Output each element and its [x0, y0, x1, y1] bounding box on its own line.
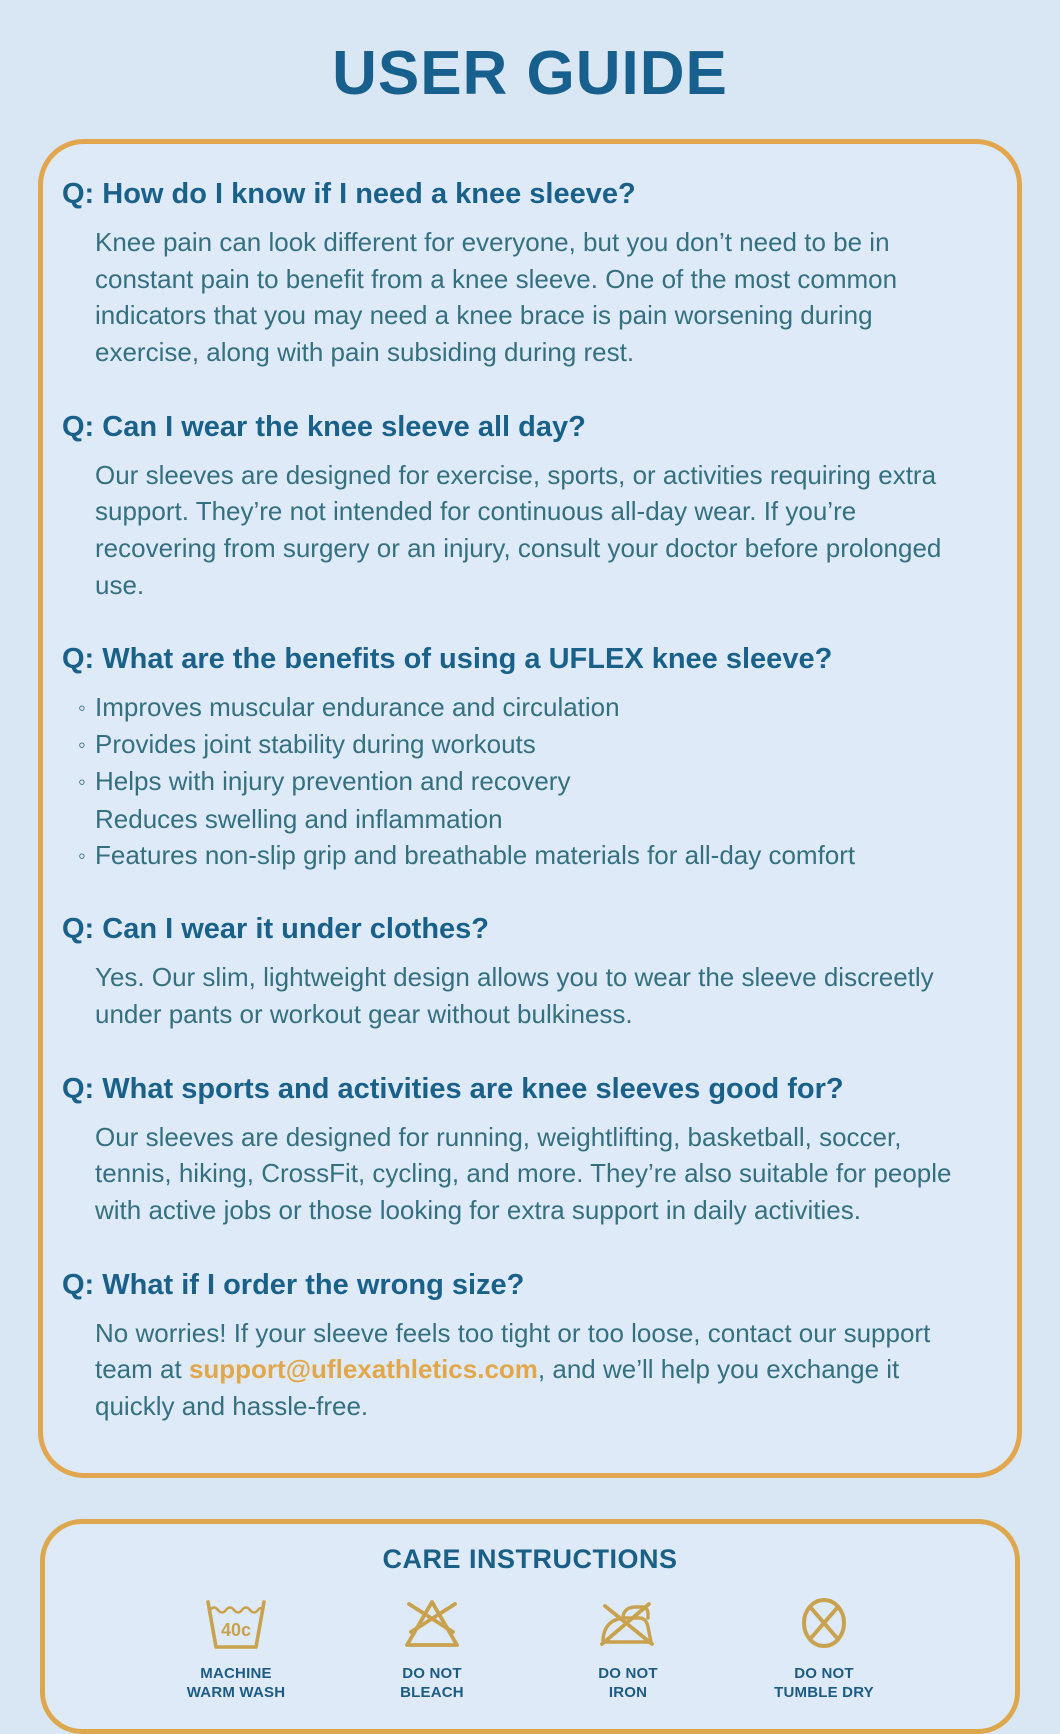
list-item — [78, 691, 977, 725]
faq-item — [62, 1073, 977, 1229]
list-item — [78, 765, 977, 799]
list-item — [78, 803, 977, 837]
faq-answer: Our sleeves are designed for running, weightlifting, basketball, soccer, tennis, hiking, CrossFit, cycling, and more. They’re also suitable for people with active jobs or those looking for extra support in daily activities. — [95, 1121, 952, 1226]
care-item-label — [138, 1664, 334, 1703]
wash-temp-label: 40c — [220, 1619, 252, 1640]
care-item-machine-wash — [138, 1591, 334, 1703]
faq-question: Q: Can I wear the knee sleeve all day? — [62, 410, 586, 443]
bullet-text: Helps with injury prevention and recovery — [95, 766, 571, 797]
care-item-do-not-bleach — [334, 1591, 530, 1703]
care-item-do-not-tumble-dry — [726, 1591, 922, 1703]
bullet-icon: ◦ — [78, 843, 86, 869]
answer-text: No worries! If your sleeve feels too tight or too loose, contact our support team at — [95, 1317, 931, 1385]
faq-question: Q: What sports and activities are knee sleeves good for? — [62, 1072, 844, 1105]
care-label-line2: TUMBLE DRY — [774, 1684, 874, 1702]
answer-text: , and we’ll help you exchange it quickly and hassle-free. — [95, 1354, 900, 1422]
faq-answer — [95, 1315, 977, 1425]
care-item-label — [530, 1664, 726, 1703]
machine-wash-icon — [197, 1591, 275, 1655]
care-label-line1: DO NOT — [402, 1664, 462, 1682]
faq-answer: Knee pain can look different for everyone, but you don’t need to be in constant pain to benefit from a knee sleeve. One of the most common indicators that you may need a knee brace is pain worsening during exercise, along with pain subsiding during rest. — [95, 227, 898, 367]
faq-question: Q: How do I know if I need a knee sleeve? — [62, 178, 636, 210]
care-label-line1: MACHINE — [200, 1664, 272, 1682]
faq-answer: Our sleeves are designed for exercise, sports, or activities requiring extra support. They’re not intended for continuous all-day wear. If you’re recovering from surgery or an injury, consult your doctor before prolonged use. — [95, 459, 942, 600]
list-item — [78, 728, 977, 762]
faq-item — [62, 411, 977, 604]
faq-item — [62, 913, 977, 1032]
list-item — [78, 839, 977, 873]
bullet-icon: ◦ — [78, 695, 86, 721]
bullet-text: Provides joint stability during workouts — [95, 729, 536, 760]
bullet-text: Features non-slip grip and breathable materials for all-day comfort — [95, 840, 856, 871]
care-label-line2: WARM WASH — [186, 1684, 286, 1702]
do-not-tumble-dry-icon — [792, 1591, 856, 1655]
care-label-line2: IRON — [608, 1684, 648, 1702]
faq-item — [62, 643, 977, 873]
faq-question: Q: Can I wear it under clothes? — [62, 913, 490, 946]
bullet-text: Improves muscular endurance and circulation — [95, 692, 620, 723]
do-not-bleach-icon — [394, 1591, 470, 1655]
faq-item — [62, 178, 977, 371]
bullet-text: Reduces swelling and inflammation — [95, 803, 503, 834]
care-label-line1: DO NOT — [598, 1664, 658, 1682]
care-instructions-title: CARE INSTRUCTIONS — [382, 1543, 678, 1574]
do-not-iron-icon — [590, 1591, 666, 1655]
page-title: USER GUIDE — [332, 39, 728, 108]
faq-answer: Yes. Our slim, lightweight design allows you to wear the sleeve discreetly under pants or workout gear without bulkiness. — [95, 962, 934, 1030]
bullet-icon: ◦ — [78, 732, 86, 758]
care-instructions-panel — [40, 1519, 1020, 1734]
care-item-do-not-iron — [530, 1591, 726, 1703]
care-items-row — [55, 1591, 1005, 1703]
care-label-line1: DO NOT — [794, 1664, 854, 1682]
faq-question: Q: What are the benefits of using a UFLEX knee sleeve? — [62, 643, 833, 676]
care-item-label — [726, 1664, 922, 1703]
benefits-list — [78, 691, 977, 873]
care-item-label — [334, 1664, 530, 1703]
support-email-link[interactable]: support@uflexathletics.com — [188, 1354, 538, 1385]
bullet-icon: ◦ — [78, 769, 86, 795]
faq-question: Q: What if I order the wrong size? — [62, 1268, 525, 1301]
faq-panel — [38, 139, 1022, 1478]
care-label-line2: BLEACH — [400, 1684, 464, 1702]
faq-item — [62, 1269, 977, 1425]
